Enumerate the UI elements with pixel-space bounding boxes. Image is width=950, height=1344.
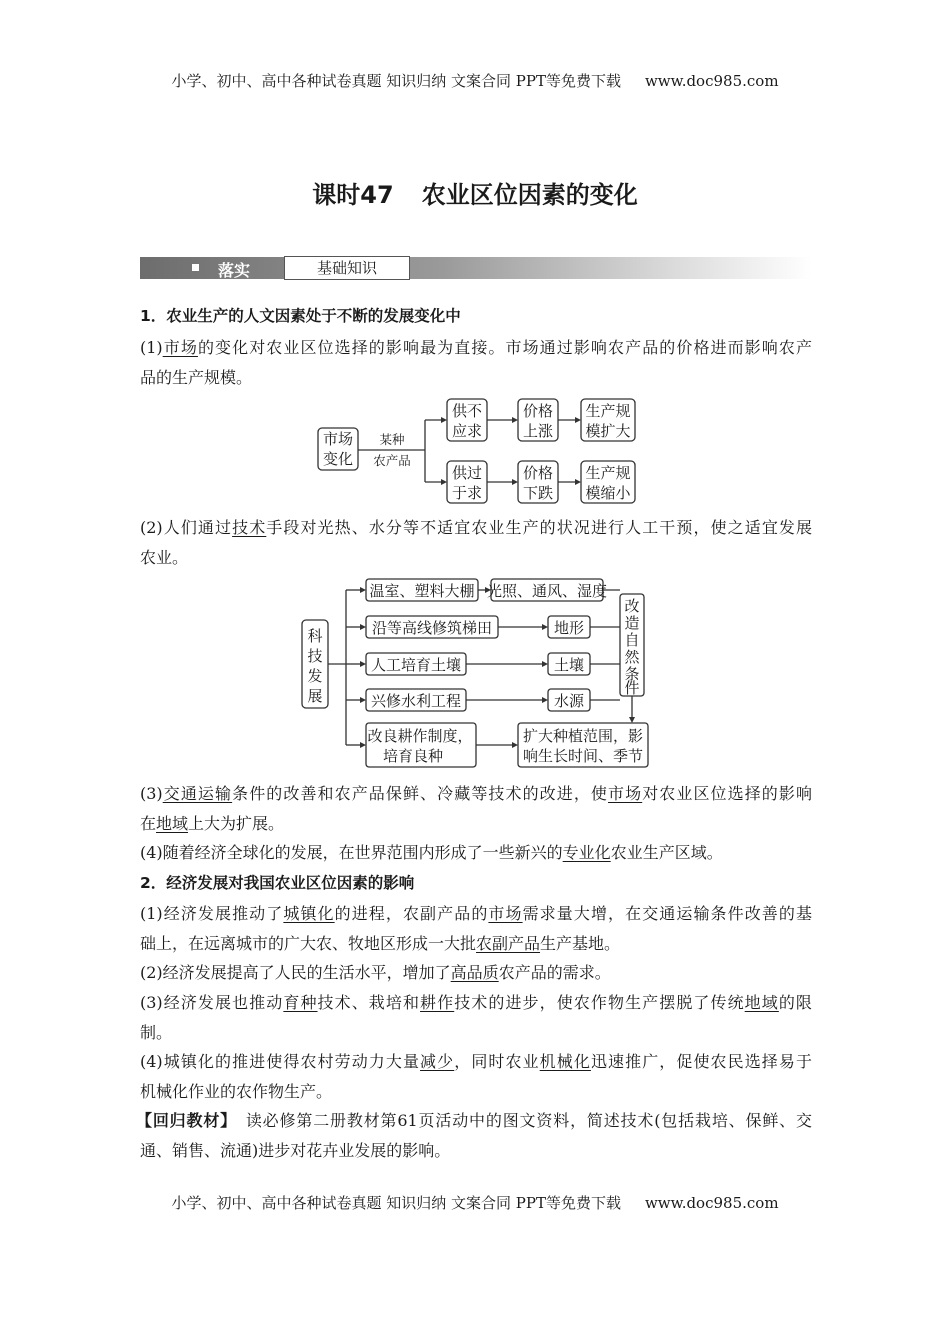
d2-result-label-2: 地形 <box>553 619 585 637</box>
d1-product-l1: 某种 <box>379 432 405 447</box>
banner-label: 基础知识 <box>284 256 410 280</box>
svg-text:自: 自 <box>624 631 640 649</box>
d1-market-l2: 变化 <box>322 450 354 468</box>
d2-method-5b: 培育良种 <box>382 747 444 765</box>
svg-text:条: 条 <box>624 665 640 683</box>
d2-root-c3: 发 <box>307 667 323 685</box>
d1-upper-2a: 价格 <box>522 402 554 420</box>
banner-tag: 落实 <box>218 261 251 280</box>
d2-result-label-1: 光照、通风、湿度 <box>486 582 608 600</box>
s1-paragraph-2-cont: 农业。 <box>140 548 189 567</box>
review-tag: 【回归教材】 <box>136 1111 238 1130</box>
svg-text:改: 改 <box>624 597 640 615</box>
d1-upper-1b: 应求 <box>451 422 483 440</box>
svg-text:然: 然 <box>624 648 640 666</box>
d1-upper-3a: 生产规 <box>585 402 631 420</box>
d1-market-l1: 市场 <box>322 430 354 448</box>
section1-heading: 1．农业生产的人文因素处于不断的发展变化中 <box>140 307 461 325</box>
d1-lower-3b: 模缩小 <box>585 484 631 502</box>
s1-paragraph-3-cont: 在地域上大为扩展。 <box>140 814 285 833</box>
review-paragraph: 【回归教材】 读必修第二册教材第61页活动中的图文资料，简述技术(包括栽培、保鲜、交 <box>136 1111 812 1130</box>
s2-paragraph-2: (2)经济发展提高了人民的生活水平，增加了高品质农产品的需求。 <box>140 963 611 982</box>
d1-upper-2b: 上涨 <box>522 422 554 440</box>
d2-root-c2: 技 <box>307 647 323 665</box>
header-site: www.doc985.com <box>644 72 779 90</box>
d2-method-label-1: 温室、塑料大棚 <box>369 582 475 600</box>
d2-root-c1: 科 <box>307 627 323 645</box>
d2-result-label-3: 土壤 <box>553 656 585 674</box>
page-footer <box>0 1192 950 1213</box>
d1-upper-1a: 供不 <box>451 402 483 420</box>
svg-text:造: 造 <box>624 614 640 632</box>
d2-method-label-4: 兴修水利工程 <box>370 692 462 710</box>
d1-lower-3a: 生产规 <box>585 464 631 482</box>
d2-result-5b: 响生长时间、季节 <box>522 747 644 765</box>
s2-paragraph-1: (1)经济发展推动了城镇化的进程，农副产品的市场需求量大增，在交通运输条件改善的基 <box>140 904 812 923</box>
section2-heading: 2．经济发展对我国农业区位因素的影响 <box>140 874 415 892</box>
d1-lower-1b: 于求 <box>451 484 483 502</box>
d2-method-label-3: 人工培育土壤 <box>370 656 462 674</box>
s2-paragraph-4-cont: 机械化作业的农作物生产。 <box>140 1082 333 1101</box>
s1-paragraph-4: (4)随着经济全球化的发展，在世界范围内形成了一些新兴的专业化农业生产区域。 <box>140 843 723 862</box>
review-paragraph-cont: 通、销售、流通)进步对花卉业发展的影响。 <box>140 1141 451 1160</box>
svg-text:件: 件 <box>624 679 640 697</box>
d2-method-label-2: 沿等高线修筑梯田 <box>371 619 493 637</box>
d1-upper-3b: 模扩大 <box>585 422 631 440</box>
s2-paragraph-3-cont: 制。 <box>140 1023 173 1042</box>
d2-root-c4: 展 <box>307 687 323 705</box>
lesson-name: 农业区位因素的变化 <box>421 181 638 209</box>
d2-result-label-4: 水源 <box>553 692 585 710</box>
s2-paragraph-3: (3)经济发展也推动育种技术、栽培和耕作技术的进步，使农作物生产摆脱了传统地域的限 <box>140 993 812 1012</box>
d1-lower-2a: 价格 <box>522 464 554 482</box>
s1-paragraph-2: (2)人们通过技术手段对光热、水分等不适宜农业生产的状况进行人工干预，使之适宜发展 <box>140 518 812 537</box>
footer-site: www.doc985.com <box>644 1194 779 1212</box>
s1-paragraph-1-cont: 品的生产规模。 <box>140 368 253 387</box>
d2-method-5a: 改良耕作制度， <box>367 727 473 745</box>
footer-text: 小学、初中、高中各种试卷真题 知识归纳 文案合同 PPT等免费下载 <box>171 1194 621 1212</box>
d1-lower-2b: 下跌 <box>522 484 554 502</box>
header-text: 小学、初中、高中各种试卷真题 知识归纳 文案合同 PPT等免费下载 <box>171 72 621 90</box>
d1-product-l2: 农产品 <box>373 453 411 468</box>
d2-result-5a: 扩大种植范围，影 <box>522 727 644 745</box>
d1-lower-1a: 供过 <box>451 464 483 482</box>
s2-paragraph-4: (4)城镇化的推进使得农村劳动力大量减少，同时农业机械化迅速推广，促使农民选择易于 <box>140 1052 812 1071</box>
s2-paragraph-1-cont: 础上，在远离城市的广大农、牧地区形成一大批农副产品生产基地。 <box>140 934 621 953</box>
s1-paragraph-3: (3)交通运输条件的改善和农产品保鲜、冷藏等技术的改进，使市场对农业区位选择的影响 <box>140 784 812 803</box>
s1-paragraph-1: (1)市场的变化对农业区位选择的影响最为直接。市场通过影响农产品的价格进而影响农产 <box>140 338 812 357</box>
lesson-number: 课时47 <box>312 181 394 209</box>
